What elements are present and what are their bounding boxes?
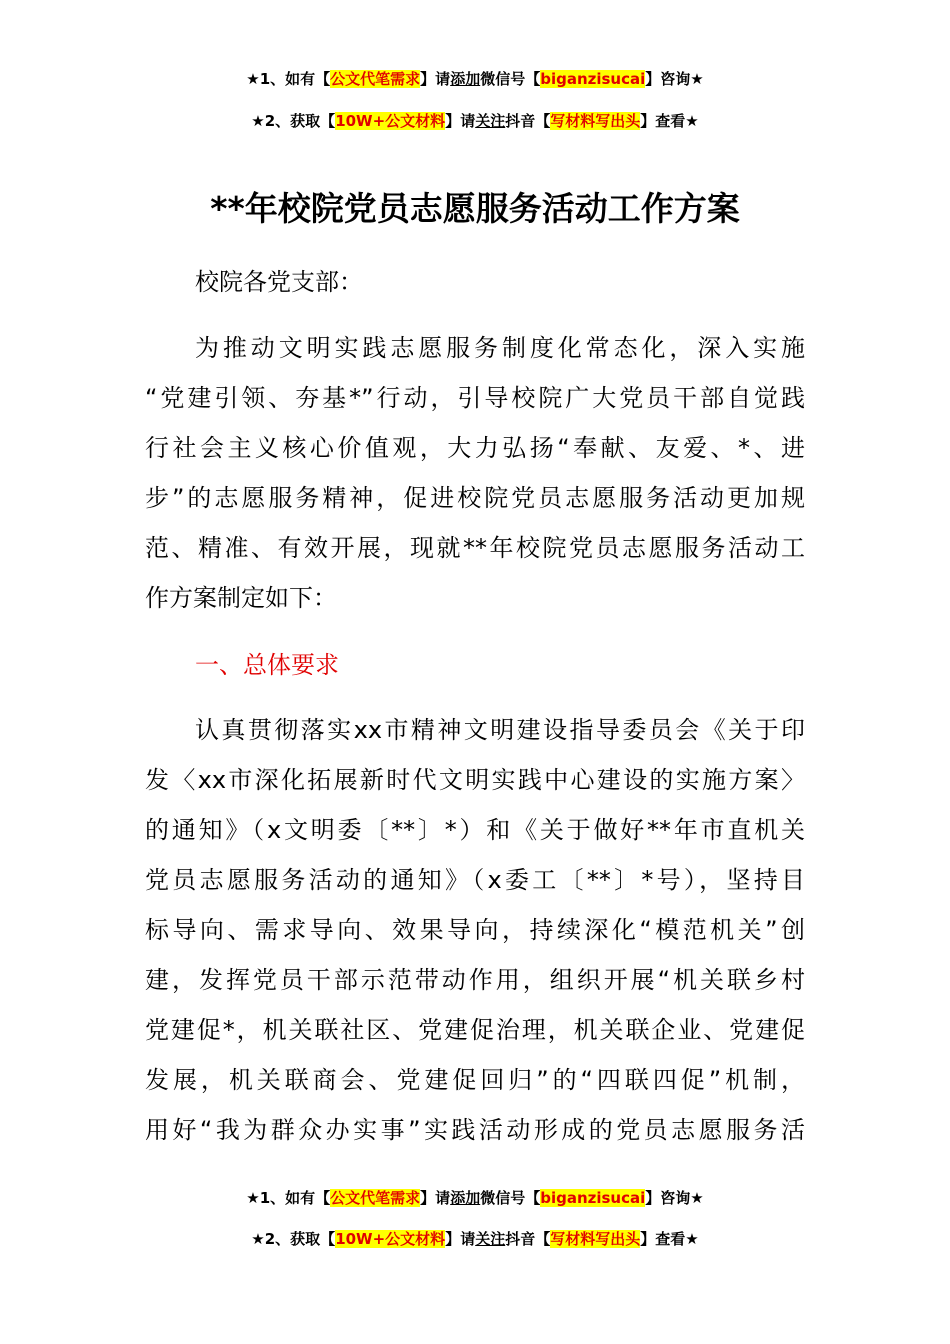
paragraph-line: 发〈xx市深化拓展新时代文明实践中心建设的实施方案〉	[145, 766, 805, 794]
underline-add: 添加	[450, 70, 481, 88]
paragraph-line: 标导向、需求导向、效果导向，持续深化“模范机关”创	[145, 916, 805, 944]
promo-line-2-bottom: ★2、获取【10W+公文材料】请关注抖音【写材料写出头】查看★	[251, 1230, 699, 1248]
paragraph-line: “党建引领、夯基*”行动，引导校院广大党员干部自觉践	[145, 384, 805, 412]
paragraph-line: 党员志愿服务活动的通知》（x委工〔**〕*号），坚持目	[145, 866, 805, 894]
highlight-douyin-id: 写材料写出头	[550, 1230, 641, 1248]
highlight-ghostwriting: 公文代笔需求	[330, 70, 421, 88]
salutation: 校院各党支部：	[195, 268, 363, 296]
document-title: **年校院党员志愿服务活动工作方案	[210, 189, 740, 228]
paragraph-line: 范、精准、有效开展，现就**年校院党员志愿服务活动工	[145, 534, 805, 562]
highlight-materials: 10W+公文材料	[335, 112, 446, 130]
paragraph-line: 用好“我为群众办实事”实践活动形成的党员志愿服务活	[145, 1116, 805, 1144]
promo-line-2-top: ★2、获取【10W+公文材料】请关注抖音【写材料写出头】查看★	[251, 112, 699, 130]
promo-line-1-top: ★1、如有【公文代笔需求】请添加微信号【biganzisucai】咨询★	[246, 70, 704, 88]
paragraph-line: 行社会主义核心价值观，大力弘扬“奉献、友爱、*、进	[145, 434, 805, 462]
highlight-wechat-id: biganzisucai	[540, 70, 646, 88]
highlight-wechat-id: biganzisucai	[540, 1189, 646, 1207]
promo-line-1-bottom: ★1、如有【公文代笔需求】请添加微信号【biganzisucai】咨询★	[246, 1189, 704, 1207]
paragraph-line: 发展，机关联商会、党建促回归”的“四联四促”机制，	[145, 1066, 805, 1094]
underline-add: 添加	[450, 1189, 481, 1207]
highlight-materials: 10W+公文材料	[335, 1230, 446, 1248]
underline-follow: 关注	[475, 1230, 506, 1248]
paragraph-line: 步”的志愿服务精神，促进校院党员志愿服务活动更加规	[145, 484, 805, 512]
paragraph-line: 建，发挥党员干部示范带动作用，组织开展“机关联乡村	[145, 966, 805, 994]
paragraph-line: 党建促*，机关联社区、党建促治理，机关联企业、党建促	[145, 1016, 805, 1044]
paragraph-line: 的通知》（x文明委〔**〕*）和《关于做好**年市直机关	[145, 816, 805, 844]
paragraph-line: 作方案制定如下：	[145, 584, 337, 612]
section-heading-general-requirements: 一、总体要求	[195, 651, 339, 679]
highlight-ghostwriting: 公文代笔需求	[330, 1189, 421, 1207]
highlight-douyin-id: 写材料写出头	[550, 112, 641, 130]
underline-follow: 关注	[475, 112, 506, 130]
paragraph-line: 为推动文明实践志愿服务制度化常态化，深入实施	[195, 334, 805, 362]
paragraph-line: 认真贯彻落实xx市精神文明建设指导委员会《关于印	[195, 716, 805, 744]
